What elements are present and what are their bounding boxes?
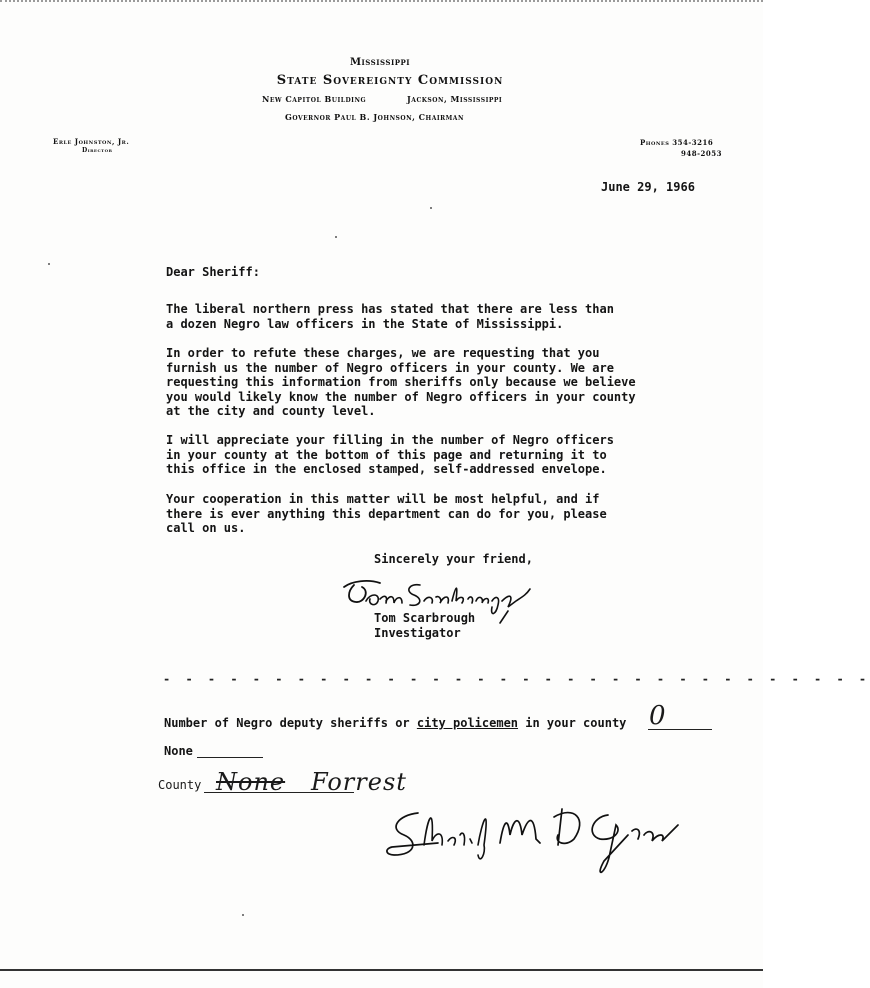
paragraph-line: you would likely know the number of Negro officers in your county bbox=[166, 389, 636, 404]
paragraph-3 bbox=[166, 433, 614, 477]
signer-title: Investigator bbox=[374, 626, 461, 640]
none-answer-line bbox=[197, 757, 263, 758]
top-edge-dotted bbox=[0, 0, 763, 6]
paragraph-line: there is ever anything this department can do for you, please bbox=[166, 506, 607, 521]
paragraph-4 bbox=[166, 492, 607, 536]
letterhead-address-building: New Capitol Building bbox=[262, 94, 367, 104]
count-answer: 0 bbox=[649, 701, 666, 731]
letter-salutation: Dear Sheriff: bbox=[166, 265, 260, 279]
sheriff-signature-image bbox=[378, 795, 698, 885]
scan-speck bbox=[48, 263, 50, 265]
scan-speck bbox=[335, 236, 337, 238]
form-question-suffix: in your county bbox=[518, 716, 627, 730]
paragraph-line: I will appreciate your filling in the number of Negro officers bbox=[166, 433, 614, 447]
letterhead-director-name: Erle Johnston, Jr. bbox=[53, 137, 130, 146]
county-label: County bbox=[158, 778, 202, 792]
letterhead-address-city: Jackson, Mississippi bbox=[407, 94, 503, 104]
paragraph-1 bbox=[166, 302, 614, 331]
paragraph-line: requesting this information from sheriffs only because we believe bbox=[166, 375, 636, 389]
paragraph-line: The liberal northern press has stated that there are less than bbox=[166, 302, 614, 316]
paragraph-line: In order to refute these charges, we are requesting that you bbox=[166, 346, 600, 360]
letter-date: June 29, 1966 bbox=[601, 180, 695, 194]
paragraph-line: this office in the enclosed stamped, self-addressed envelope. bbox=[166, 462, 607, 476]
signer-name: Tom Scarbrough bbox=[374, 611, 476, 625]
letterhead-phones: Phones 354-3216 bbox=[640, 138, 714, 147]
form-question-underlined: city policemen bbox=[416, 716, 519, 730]
letter-closing: Sincerely your friend, bbox=[374, 552, 533, 566]
paragraph-line: a dozen Negro law officers in the State of Mississippi. bbox=[166, 316, 564, 331]
scan-speck bbox=[430, 207, 432, 209]
form-question-prefix: Number of Negro deputy sheriffs or bbox=[164, 716, 417, 730]
bottom-edge-line bbox=[0, 969, 763, 971]
letterhead-phones-2: 948-2053 bbox=[681, 149, 722, 158]
letterhead-chairman: Governor Paul B. Johnson, Chairman bbox=[285, 112, 464, 122]
paragraph-line: at the city and county level. bbox=[166, 404, 376, 418]
paragraph-line: call on us. bbox=[166, 521, 246, 535]
none-label: None bbox=[164, 744, 193, 758]
letterhead-state: Mississippi bbox=[349, 57, 411, 68]
county-value-name: Forrest bbox=[311, 768, 407, 796]
letterhead-commission: State Sovereignty Commission bbox=[276, 73, 504, 88]
letterhead-director-title: Director bbox=[82, 147, 113, 154]
paragraph-line: Your cooperation in this matter will be most helpful, and if bbox=[166, 492, 600, 506]
form-question bbox=[164, 716, 626, 731]
paragraph-2 bbox=[166, 346, 636, 419]
form-separator: - - - - - - - - - - - - - - - - - - - - - - - - - - - - - - - - bbox=[163, 672, 870, 686]
county-value-struck: None bbox=[216, 768, 286, 796]
paragraph-line: in your county at the bottom of this page and returning it to bbox=[166, 447, 607, 462]
scan-speck bbox=[242, 914, 244, 916]
paragraph-line: furnish us the number of Negro officers in your county. We are bbox=[166, 360, 614, 375]
county-value bbox=[216, 768, 407, 796]
